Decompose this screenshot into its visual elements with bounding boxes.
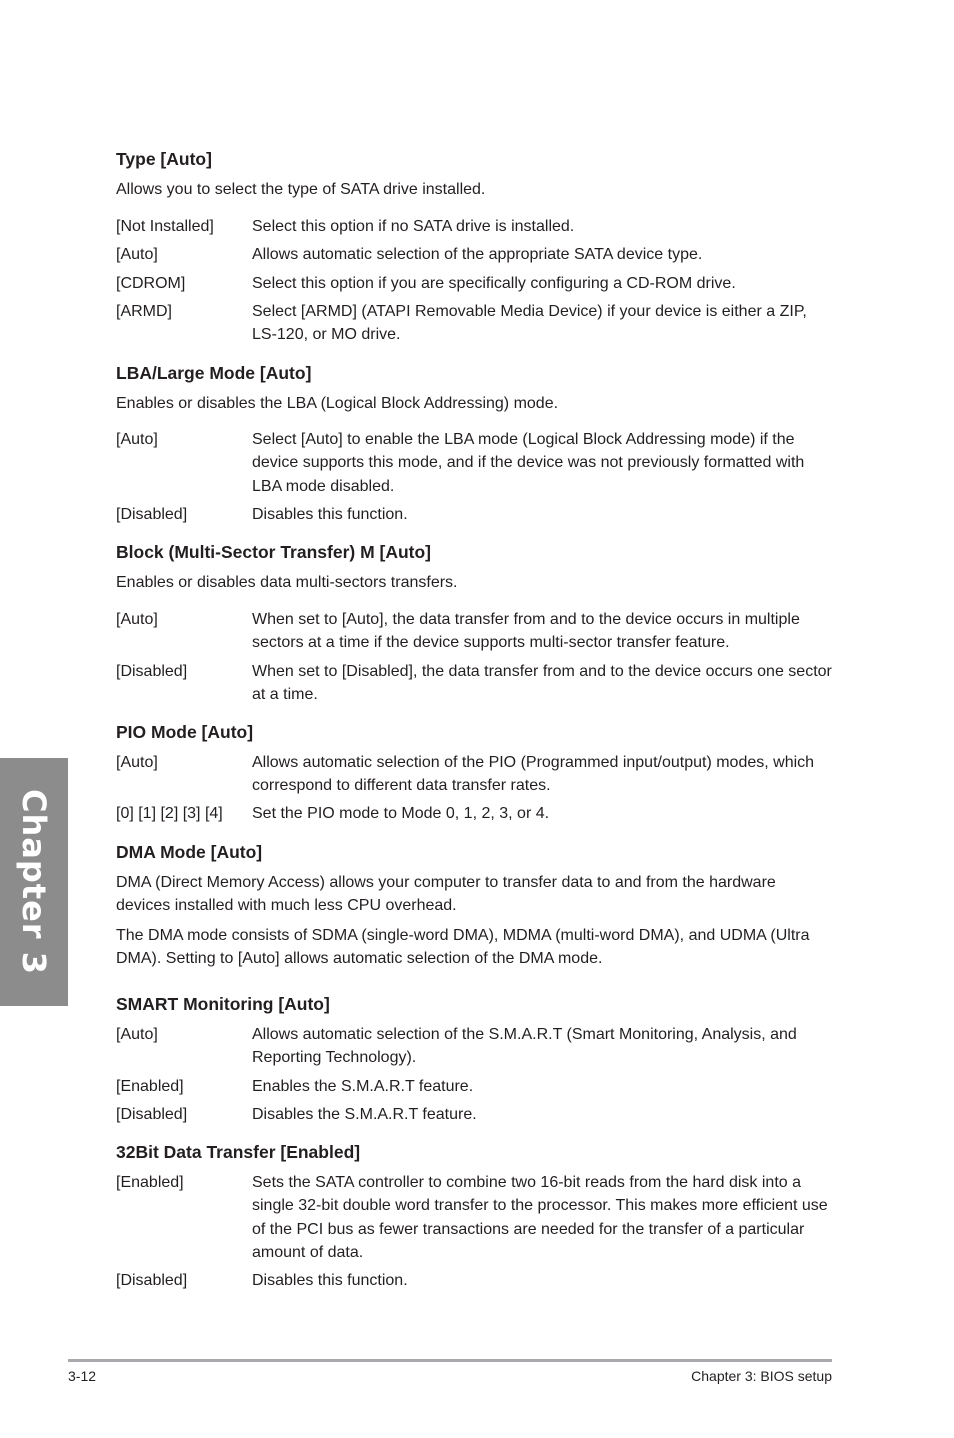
footer-divider [68, 1359, 832, 1362]
option-desc: Set the PIO mode to Mode 0, 1, 2, 3, or 4. [252, 805, 550, 822]
option-key: [Enabled] [116, 1078, 184, 1095]
option-desc: Allows automatic selection of the S.M.A.R.T (Smart Monitoring, Analysis, and Reporting Technology). [252, 1026, 797, 1067]
option-desc: Select this option if you are specifically configuring a CD-ROM drive. [252, 275, 736, 292]
option-desc: Disables the S.M.A.R.T feature. [252, 1106, 477, 1123]
option-key: [Auto] [116, 611, 158, 628]
option-desc: Allows automatic selection of the appropriate SATA device type. [252, 246, 703, 263]
page-number: 3-12 [68, 1368, 97, 1384]
section-paragraph: Enables or disables data multi-sectors transfers. [116, 574, 458, 591]
section-paragraph: Enables or disables the LBA (Logical Block Addressing) mode. [116, 395, 559, 412]
option-key: [Auto] [116, 246, 158, 263]
option-key: [Disabled] [116, 506, 188, 523]
section-heading-lba-large-mode: LBA/Large Mode [Auto] [116, 363, 312, 383]
option-key: [Auto] [116, 431, 158, 448]
option-desc: Allows automatic selection of the PIO (Programmed input/output) modes, which correspond to different data transfer rates. [252, 754, 815, 795]
section-heading-block-multi-sector: Block (Multi-Sector Transfer) M [Auto] [116, 542, 432, 562]
option-key: [ARMD] [116, 303, 172, 320]
option-key: [Enabled] [116, 1174, 184, 1191]
option-desc: Select [ARMD] (ATAPI Removable Media Device) if your device is either a ZIP, LS-120, or MO drive. [252, 303, 807, 344]
option-key: [Disabled] [116, 1106, 188, 1123]
option-key: [Not Installed] [116, 218, 214, 235]
option-desc: Enables the S.M.A.R.T feature. [252, 1078, 474, 1095]
option-key: [Disabled] [116, 1272, 188, 1289]
footer-chapter-title: Chapter 3: BIOS setup [691, 1368, 832, 1384]
option-key: [Disabled] [116, 663, 188, 680]
option-desc: When set to [Disabled], the data transfer from and to the device occurs one sector at a time. [252, 663, 832, 704]
option-desc: Sets the SATA controller to combine two 16-bit reads from the hard disk into a single 32-bit double word transfer to the processor. This makes more efficient use of the PCI bus as fewer transactions are needed for the transfer of a particular amount of data. [252, 1174, 828, 1262]
section-heading-pio-mode: PIO Mode [Auto] [116, 722, 254, 742]
option-desc: Select [Auto] to enable the LBA mode (Logical Block Addressing mode) if the device supports this mode, and if the device was not previously formatted with LBA mode disabled. [252, 431, 805, 495]
section-heading-type: Type [Auto] [116, 149, 212, 169]
section-paragraph: DMA (Direct Memory Access) allows your computer to transfer data to and from the hardware devices installed with much less CPU overhead. [116, 874, 776, 915]
option-key: [Auto] [116, 754, 158, 771]
section-paragraph: The DMA mode consists of SDMA (single-word DMA), MDMA (multi-word DMA), and UDMA (Ultra DMA). Setting to [Auto] allows automatic selection of the DMA mode. [116, 927, 810, 968]
section-heading-32bit-data-transfer: 32Bit Data Transfer [Enabled] [116, 1142, 361, 1162]
option-key: [Auto] [116, 1026, 158, 1043]
option-desc: Disables this function. [252, 1272, 408, 1289]
section-heading-dma-mode: DMA Mode [Auto] [116, 842, 263, 862]
chapter-side-tab [0, 758, 68, 1006]
option-desc: Select this option if no SATA drive is installed. [252, 218, 575, 235]
option-key: [0] [1] [2] [3] [4] [116, 805, 223, 822]
chapter-side-tab-label: Chapter 3 [15, 789, 53, 975]
option-desc: When set to [Auto], the data transfer from and to the device occurs in multiple sectors at a time if the device supports multi-sector transfer feature. [252, 611, 800, 652]
option-desc: Disables this function. [252, 506, 408, 523]
section-heading-smart-monitoring: SMART Monitoring [Auto] [116, 994, 330, 1014]
section-paragraph: Allows you to select the type of SATA drive installed. [116, 181, 486, 198]
option-key: [CDROM] [116, 275, 186, 292]
